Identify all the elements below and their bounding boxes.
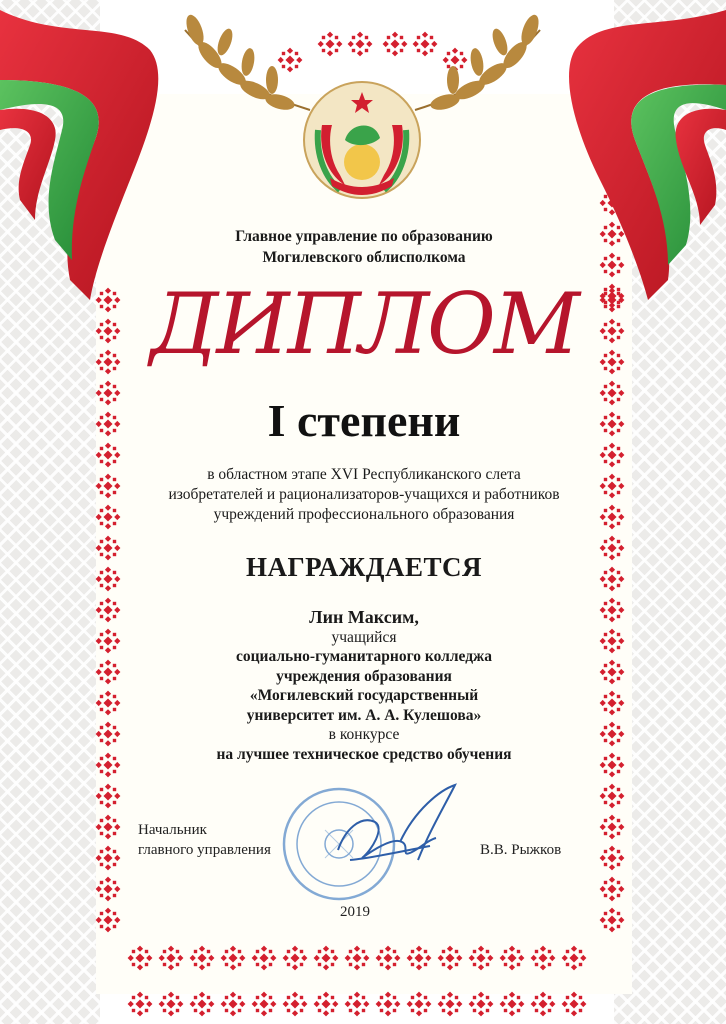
issuer-block bbox=[96, 226, 632, 268]
recipient-role: учащийся bbox=[331, 628, 397, 646]
seal-icon bbox=[284, 789, 394, 899]
contest-name: на лучшее техническое средство обучения bbox=[216, 745, 512, 763]
recipient-institution-1: учреждения образования bbox=[276, 667, 452, 685]
ornament-icon bbox=[562, 946, 587, 971]
ornament-icon bbox=[469, 946, 494, 971]
ornament-icon bbox=[221, 992, 246, 1017]
awarded-heading: НАГРАЖДАЕТСЯ bbox=[245, 552, 482, 582]
recipient-institution-2: «Могилевский государственный bbox=[249, 687, 479, 704]
ornament-icon bbox=[96, 815, 121, 840]
ornament-icon bbox=[469, 992, 494, 1017]
ornament-icon bbox=[376, 992, 401, 1017]
recipient-block bbox=[96, 608, 632, 764]
event-description bbox=[96, 465, 632, 525]
ornament-icon bbox=[383, 32, 408, 57]
signatory-position bbox=[138, 820, 271, 860]
signature-mark bbox=[338, 785, 455, 860]
degree-label: I степени bbox=[267, 395, 461, 446]
ornament-icon bbox=[96, 877, 121, 902]
ornament-icon bbox=[252, 946, 277, 971]
recipient-name: Лин Максим, bbox=[309, 607, 419, 627]
ornament-icon bbox=[438, 992, 463, 1017]
recipient-college: социально-гуманитарного колледжа bbox=[235, 648, 493, 665]
ornament-icon bbox=[562, 992, 587, 1017]
ornament-icon bbox=[190, 946, 215, 971]
ornament-icon bbox=[600, 877, 625, 902]
ornament-icon bbox=[190, 992, 215, 1017]
ornament-icon bbox=[407, 992, 432, 1017]
contest-prefix: в конкурсе bbox=[328, 726, 400, 743]
ornament-icon bbox=[531, 992, 556, 1017]
ornament-icon bbox=[345, 946, 370, 971]
ornament-icon bbox=[600, 784, 625, 809]
ornament-icon bbox=[407, 946, 432, 971]
event-line-3: учреждений профессионального образования bbox=[213, 506, 515, 523]
signatory-position-line-1: Начальник bbox=[138, 822, 207, 838]
ornament-icon bbox=[376, 946, 401, 971]
ornament-icon bbox=[283, 992, 308, 1017]
state-emblem-icon bbox=[304, 82, 420, 198]
ornament-icon bbox=[128, 946, 153, 971]
event-line-1: в областном этапе XVI Республиканского слета bbox=[207, 466, 521, 483]
issue-year: 2019 bbox=[340, 904, 370, 920]
ornament-icon bbox=[345, 992, 370, 1017]
ornament-icon bbox=[128, 992, 153, 1017]
ornament-icon bbox=[318, 32, 343, 57]
ornament-icon bbox=[600, 846, 625, 871]
recipient-institution-3: университет им. А. А. Кулешова» bbox=[246, 706, 482, 724]
signatory-position-line-2: главного управления bbox=[138, 842, 271, 858]
ornament-icon bbox=[283, 946, 308, 971]
ornament-icon bbox=[348, 32, 373, 57]
event-line-2: изобретателей и рационализаторов-учащихся и работников bbox=[168, 486, 560, 503]
ornament-icon bbox=[438, 946, 463, 971]
ornament-icon bbox=[531, 946, 556, 971]
ornament-icon bbox=[159, 992, 184, 1017]
laurel-branch-icon bbox=[415, 13, 542, 113]
ornament-icon bbox=[252, 992, 277, 1017]
ornament-icon bbox=[413, 32, 438, 57]
issuer-line-2: Могилевского облисполкома bbox=[262, 249, 466, 266]
ornament-icon bbox=[314, 946, 339, 971]
ornament-icon bbox=[600, 908, 625, 933]
ornament-icon bbox=[600, 815, 625, 840]
ornament-icon bbox=[314, 992, 339, 1017]
issuer-line-1: Главное управление по образованию bbox=[235, 228, 493, 245]
diploma-title: ДИПЛОМ bbox=[150, 275, 578, 373]
ornament-icon bbox=[278, 48, 303, 73]
ornament-icon bbox=[221, 946, 246, 971]
ornament-icon bbox=[159, 946, 184, 971]
signatory-name: В.В. Рыжков bbox=[480, 842, 562, 858]
ornament-icon bbox=[500, 992, 525, 1017]
ornament-icon bbox=[96, 846, 121, 871]
ornament-icon bbox=[96, 784, 121, 809]
ornament-icon bbox=[96, 908, 121, 933]
ornament-icon bbox=[500, 946, 525, 971]
